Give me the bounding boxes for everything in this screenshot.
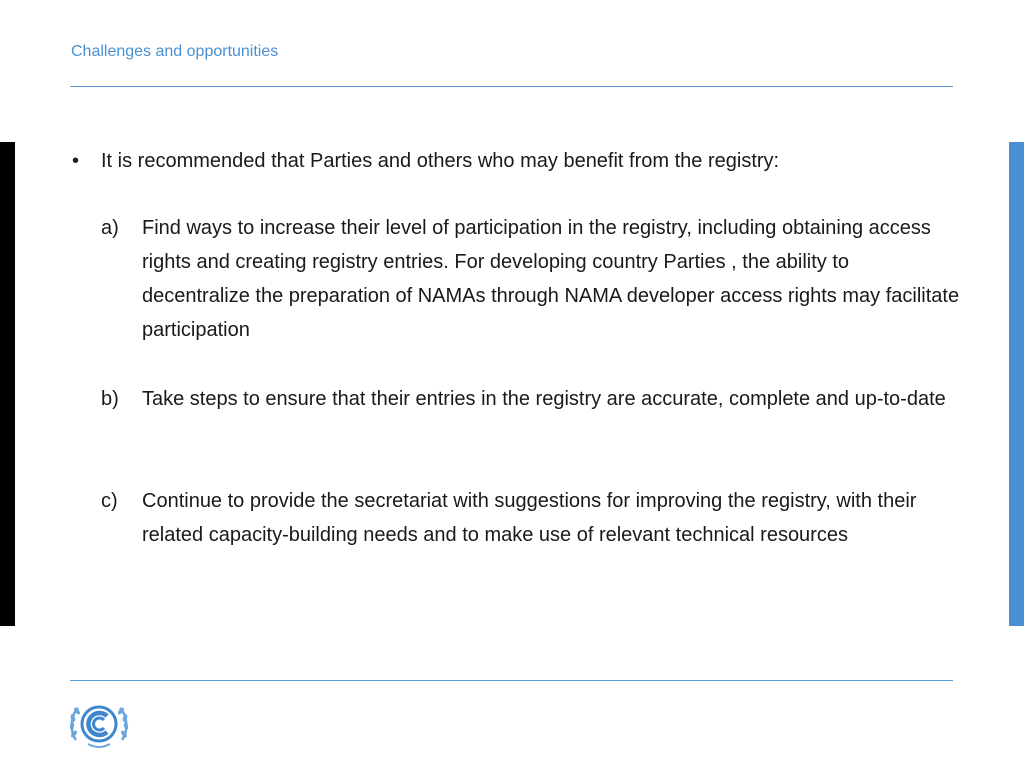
bullet-icon: •: [72, 150, 80, 172]
list-marker-c: c): [101, 490, 118, 512]
list-marker-a: a): [101, 217, 119, 239]
list-text-b: Take steps to ensure that their entries in the registry are accurate, complete and up-to-date: [142, 388, 946, 410]
right-edge-bar: [1009, 142, 1024, 626]
footer-divider: [70, 680, 953, 681]
list-marker-b: b): [101, 388, 119, 410]
left-edge-bar: [0, 142, 15, 626]
list-item-c: [101, 484, 961, 552]
list-item-a: [101, 211, 961, 347]
list-text-a: Find ways to increase their level of participation in the registry, including obtaining access rights and creating registry entries. For developing country Parties , the ability to decentralize the preparation of NAMAs through NAMA developer access rights may facilitate participation: [142, 217, 960, 341]
list-text-c: Continue to provide the secretariat with suggestions for improving the registry, with their related capacity-building needs and to make use of relevant technical resources: [142, 490, 917, 546]
header-divider: [70, 86, 953, 87]
list-item-b: [101, 382, 961, 416]
slide-title: Challenges and opportunities: [71, 43, 279, 60]
unfccc-logo-icon: [66, 696, 132, 752]
bullet-text: It is recommended that Parties and others who may benefit from the registry:: [101, 150, 780, 172]
bullet-point: [72, 148, 779, 174]
